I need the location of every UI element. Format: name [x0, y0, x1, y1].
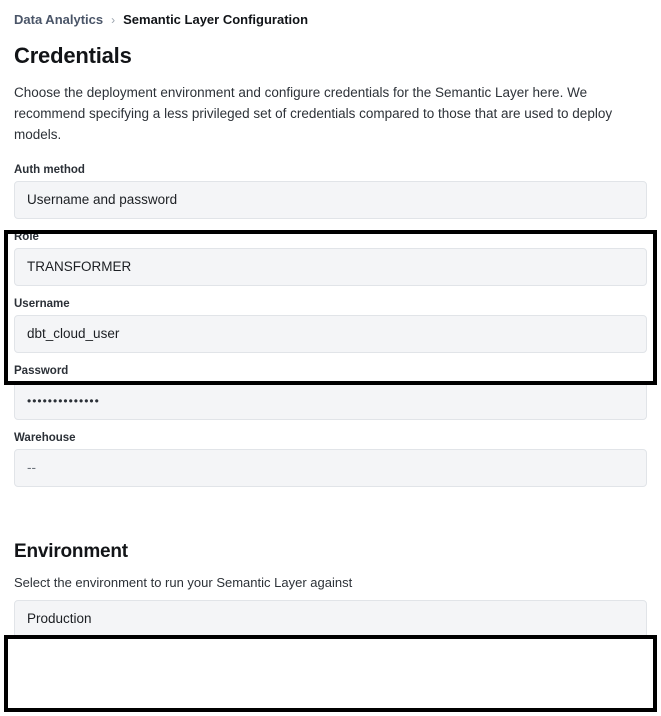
environment-select[interactable]: Production — [14, 600, 647, 638]
label-role: Role — [14, 230, 39, 243]
breadcrumb — [14, 12, 647, 27]
field-username — [14, 298, 647, 353]
breadcrumb-current-semantic-layer-configuration: Semantic Layer Configuration — [123, 12, 309, 27]
field-auth-method — [14, 164, 647, 219]
field-warehouse — [14, 432, 647, 487]
breadcrumb-link-data-analytics[interactable]: Data Analytics — [14, 12, 104, 27]
password-input[interactable]: •••••••••••••• — [14, 382, 647, 420]
environment-description: Select the environment to run your Semantic Layer against — [14, 574, 353, 590]
warehouse-input[interactable]: -- — [14, 449, 647, 487]
role-input[interactable]: TRANSFORMER — [14, 248, 647, 286]
section-spacer — [14, 499, 647, 541]
field-role — [14, 231, 647, 286]
breadcrumb-separator-icon: › — [111, 12, 116, 27]
label-auth-method: Auth method — [14, 163, 85, 176]
username-input[interactable]: dbt_cloud_user — [14, 315, 647, 353]
field-environment — [14, 600, 647, 638]
label-username: Username — [14, 297, 70, 310]
page-title-credentials: Credentials — [14, 43, 132, 68]
auth-method-select[interactable]: Username and password — [14, 181, 647, 219]
page-title-environment: Environment — [14, 540, 128, 562]
field-password — [14, 365, 647, 420]
label-password: Password — [14, 364, 69, 377]
credentials-description: Choose the deployment environment and configure credentials for the Semantic Layer here. We recommend specifying a less privileged set of credentials compared to those that are used to deploy models. — [14, 85, 613, 142]
label-warehouse: Warehouse — [14, 431, 76, 444]
highlight-box-environment — [4, 635, 657, 712]
